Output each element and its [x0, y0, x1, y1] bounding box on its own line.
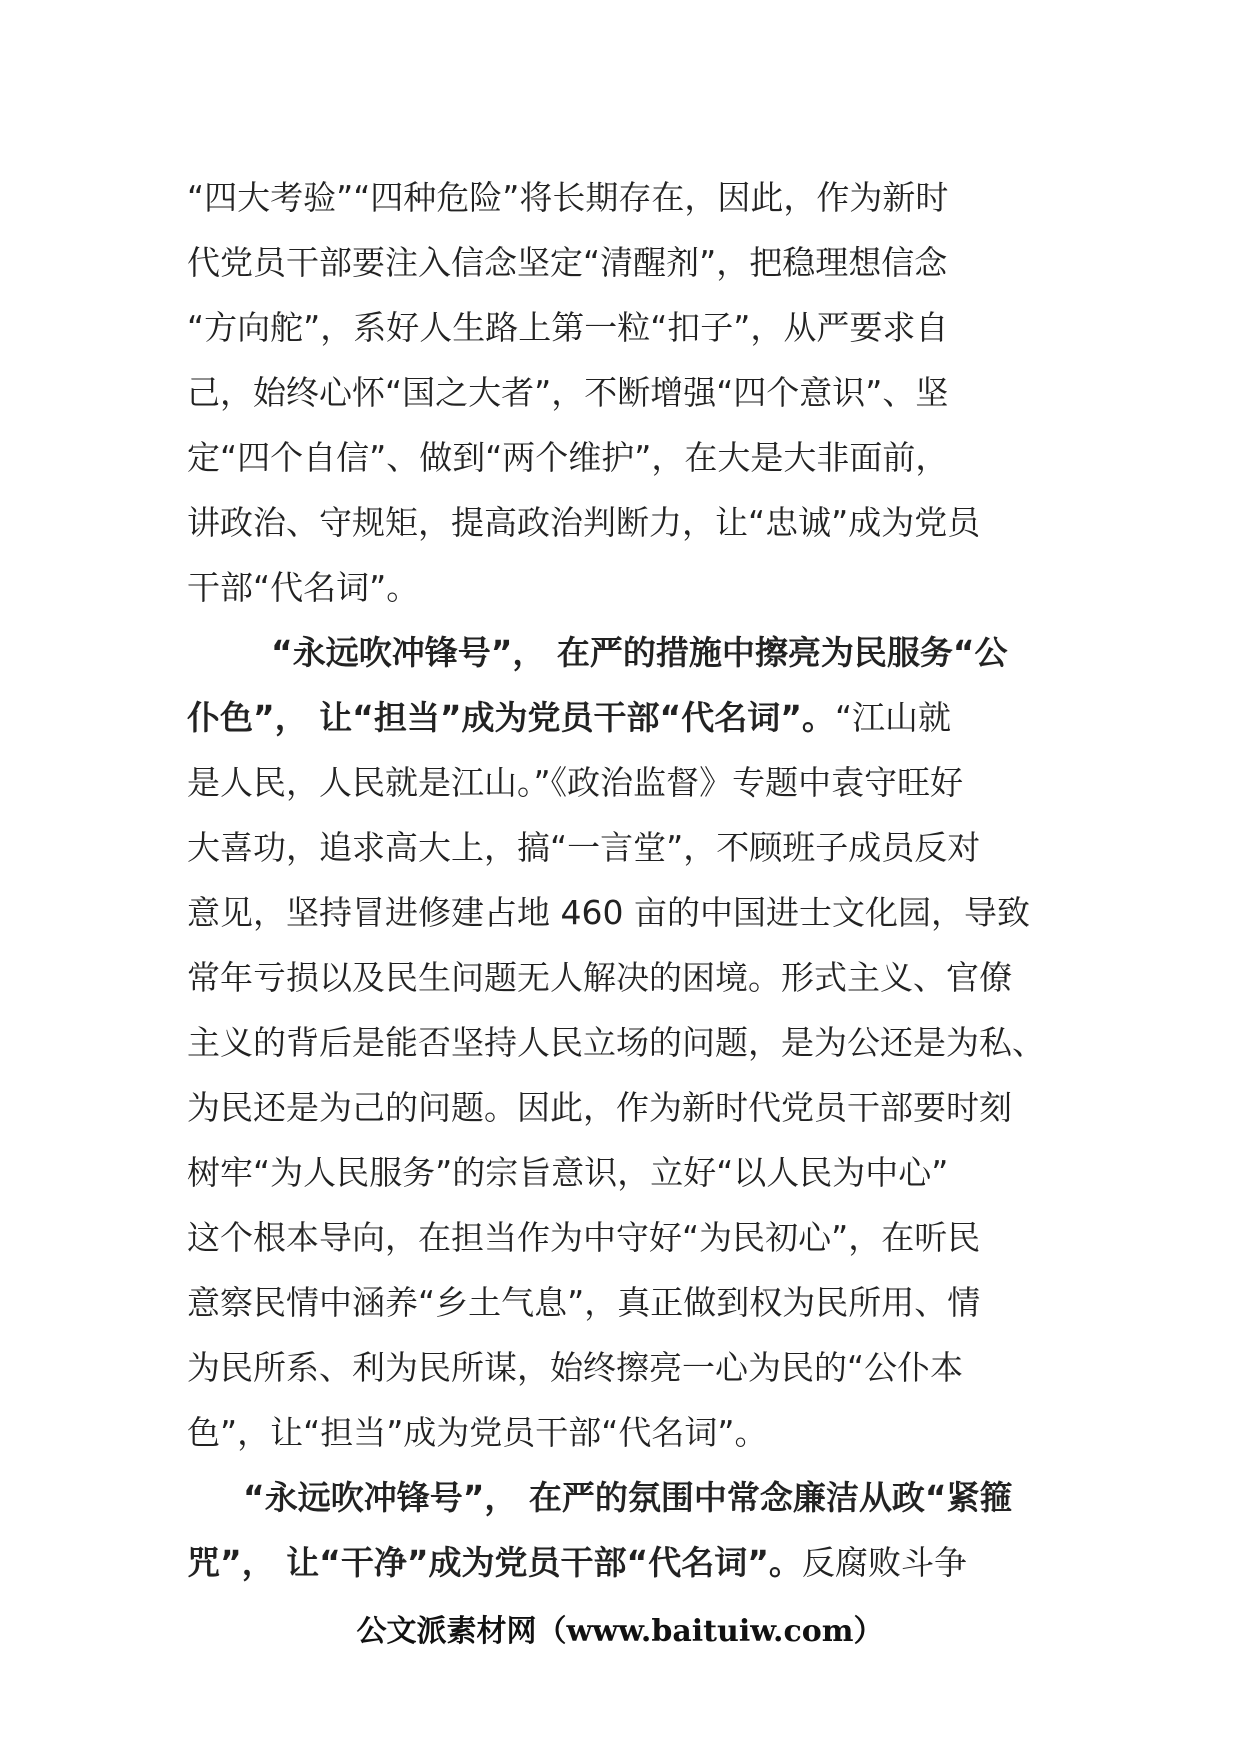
heading-run: 咒”， 让“干净”成为党员干部“代名词”。	[187, 1543, 802, 1582]
text-run: 为民所系、利为民所谋，始终擦亮一心为民的“公仆本	[187, 1348, 964, 1387]
paragraph-2	[187, 620, 1047, 1465]
paragraph-1	[187, 165, 1047, 620]
document-body	[187, 165, 1047, 1595]
text-run: “江山就	[834, 698, 952, 737]
text-run: 代党员干部要注入信念坚定“清醒剂”，把稳理想信念	[187, 243, 948, 282]
text-line	[187, 815, 1047, 880]
text-line	[187, 1010, 1047, 1075]
text-run: 这个根本导向，在担当作为中守好“为民初心”，在听民	[187, 1218, 981, 1257]
heading-run: 仆色”， 让“担当”成为党员干部“代名词”。	[187, 698, 835, 737]
text-line	[187, 1335, 1047, 1400]
text-run: 意察民情中涵养“乡土气息”，真正做到权为民所用、情	[187, 1283, 981, 1322]
text-run: 为民还是为己的问题。因此，作为新时代党员干部要时刻	[187, 1088, 1012, 1127]
text-line	[187, 1205, 1047, 1270]
text-run: 主义的背后是能否坚持人民立场的问题，是为公还是为私、	[187, 1023, 1045, 1062]
text-run: 是人民，人民就是江山。”《政治监督》专题中袁守旺好	[187, 763, 964, 802]
text-run: 定“四个自信”、做到“两个维护”，在大是大非面前，	[187, 438, 949, 477]
text-line	[187, 230, 1047, 295]
text-run: 树牢“为人民服务”的宗旨意识，立好“以人民为中心”	[187, 1153, 949, 1192]
text-line	[187, 620, 1047, 685]
text-run: 讲政治、守规矩，提高政治判断力，让“忠诚”成为党员	[187, 503, 981, 542]
text-run: “四大考验”“四种危险”将长期存在，因此，作为新时	[187, 178, 949, 217]
text-run: 大喜功，追求高大上，搞“一言堂”，不顾班子成员反对	[187, 828, 981, 867]
text-run: 己，始终心怀“国之大者”，不断增强“四个意识”、坚	[187, 373, 949, 412]
text-line	[187, 1400, 1047, 1465]
text-line	[187, 1075, 1047, 1140]
text-line	[187, 1530, 1047, 1595]
text-line	[187, 685, 1047, 750]
text-run: “方向舵”，系好人生路上第一粒“扣子”，从严要求自	[187, 308, 949, 347]
text-line	[187, 1140, 1047, 1205]
text-run: 反腐败斗争	[801, 1543, 967, 1582]
text-line	[187, 1270, 1047, 1335]
text-line	[187, 165, 1047, 230]
text-run: 干部“代名词”。	[187, 568, 420, 607]
text-line	[187, 425, 1047, 490]
text-line	[187, 360, 1047, 425]
paragraph-3	[187, 1465, 1047, 1595]
text-line	[187, 750, 1047, 815]
text-run: 常年亏损以及民生问题无人解决的困境。形式主义、官僚	[187, 958, 1012, 997]
text-line	[187, 880, 1047, 945]
text-line	[187, 945, 1047, 1010]
text-line	[187, 555, 1047, 620]
text-line	[187, 1465, 1047, 1530]
text-line	[187, 295, 1047, 360]
heading-run: “永远吹冲锋号”， 在严的氛围中常念廉洁从政“紧箍	[243, 1478, 1013, 1517]
text-run: 色”，让“担当”成为党员干部“代名词”。	[187, 1413, 768, 1452]
footer-watermark: 公文派素材网（www.baituiw.com）	[356, 1614, 884, 1649]
text-line	[187, 490, 1047, 555]
text-run: 意见，坚持冒进修建占地 460 亩的中国进士文化园，导致	[187, 893, 1030, 932]
heading-run: “永远吹冲锋号”， 在严的措施中擦亮为民服务“公	[271, 633, 1008, 672]
